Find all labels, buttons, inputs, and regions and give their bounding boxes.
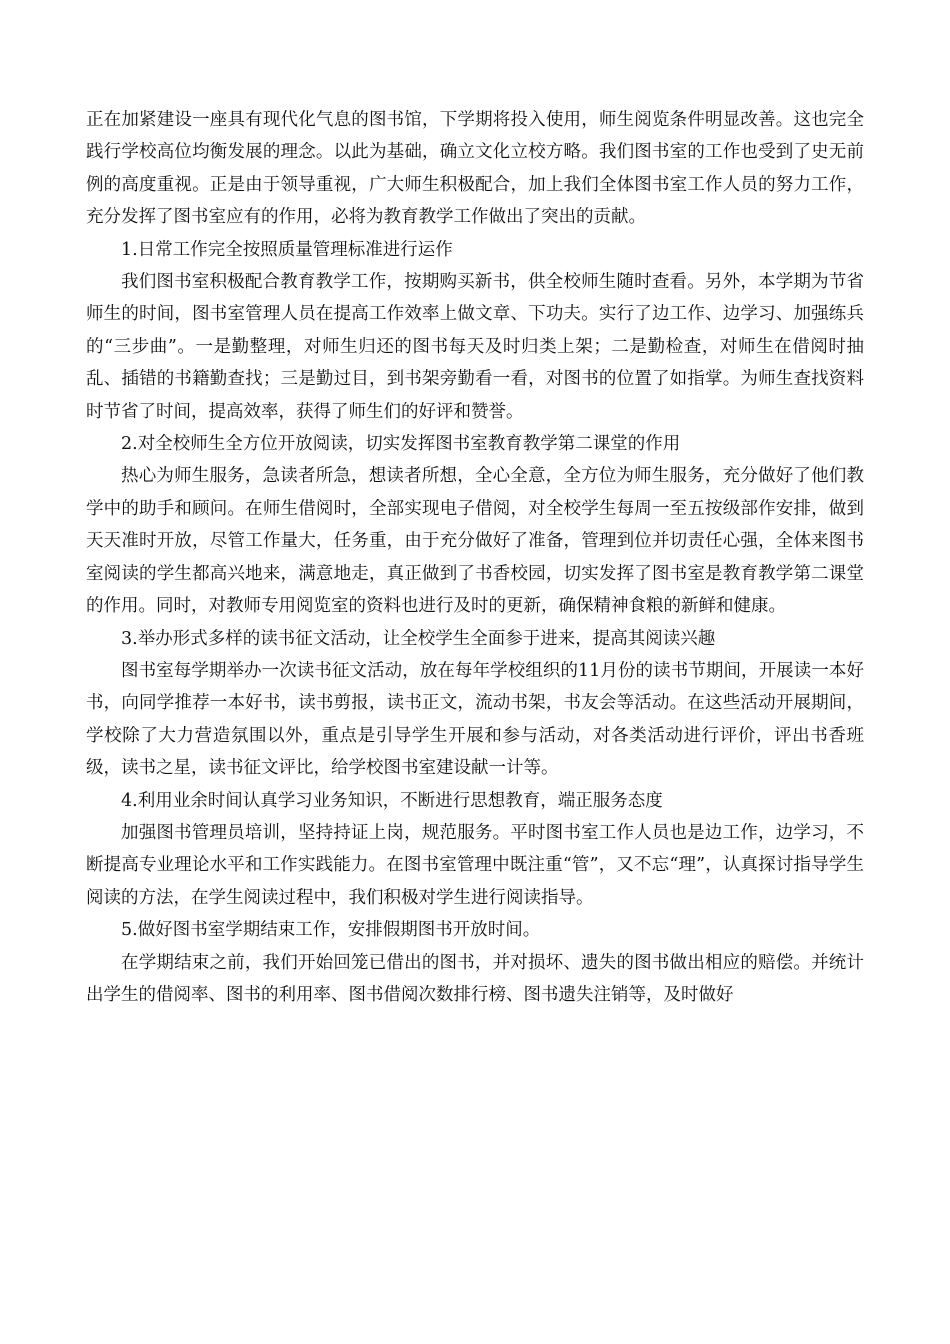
section-heading-2: 2.对全校师生全方位开放阅读，切实发挥图书室教育教学第二课堂的作用 — [121, 434, 681, 455]
section-heading-3: 3.举办形式多样的读书征文活动，让全校学生全面参于进来，提高其阅读兴趣 — [121, 628, 716, 649]
paragraph-section-1: 我们图书室积极配合教育教学工作，按期购买新书，供全校师生随时查看。另外，本学期为节省师生的时间，图书室管理人员在提高工作效率上做文章、下功夫。实行了边工作、边学习、加强练兵的“三步曲”。一是勤整理，对师生归还的图书每天及时归类上架；二是勤检查，对师生在借阅时抽乱、插错的书籍勤查找；三是勤过目，到书架旁勤看一看，对图书的位置了如指掌。为师生查找资料时节省了时间，提高效率，获得了师生们的好评和赞誉。 — [86, 272, 864, 422]
section-heading-5: 5.做好图书室学期结束工作，安排假期图书开放时间。 — [121, 920, 541, 941]
document-page — [86, 104, 864, 1011]
section-heading-1: 1.日常工作完全按照质量管理标准进行运作 — [121, 239, 453, 260]
section-heading-4: 4.利用业余时间认真学习业务知识，不断进行思想教育，端正服务态度 — [121, 790, 663, 811]
paragraph-section-4: 加强图书管理员培训，坚持持证上岗，规范服务。平时图书室工作人员也是边工作，边学习，不断提高专业理论水平和工作实践能力。在图书室管理中既注重“管”，又不忘“理”，认真探讨指导学生阅读的方法，在学生阅读过程中，我们积极对学生进行阅读指导。 — [86, 822, 864, 908]
paragraph-intro-continuation: 正在加紧建设一座具有现代化气息的图书馆，下学期将投入使用，师生阅览条件明显改善。这也完全践行学校高位均衡发展的理念。以此为基础，确立文化立校方略。我们图书室的工作也受到了史无前例的高度重视。正是由于领导重视，广大师生积极配合，加上我们全体图书室工作人员的努力工作，充分发挥了图书室应有的作用，必将为教育教学工作做出了突出的贡献。 — [86, 110, 864, 228]
paragraph-section-2: 热心为师生服务，急读者所急，想读者所想，全心全意，全方位为师生服务，充分做好了他们教学中的助手和顾问。在师生借阅时，全部实现电子借阅，对全校学生每周一至五按级部作安排，做到天天准时开放，尽管工作量大，任务重，由于充分做好了准备，管理到位并切责任心强，全体来图书室阅读的学生都高兴地来，满意地走，真正做到了书香校园，切实发挥了图书室是教育教学第二课堂的作用。同时，对教师专用阅览室的资料也进行及时的更新，确保精神食粮的新鲜和健康。 — [86, 466, 864, 617]
paragraph-section-3: 图书室每学期举办一次读书征文活动，放在每年学校组织的11月份的读书节期间，开展读一本好书，向同学推荐一本好书，读书剪报，读书正文，流动书架，书友会等活动。在这些活动开展期间，学校除了大力营造氛围以外，重点是引导学生开展和参与活动，对各类活动进行评价，评出书香班级，读书之星，读书征文评比，给学校图书室建设献一计等。 — [86, 660, 864, 779]
paragraph-section-5: 在学期结束之前，我们开始回笼已借出的图书，并对损坏、遗失的图书做出相应的赔偿。并统计出学生的借阅率、图书的利用率、图书借阅次数排行榜、图书遗失注销等，及时做好 — [86, 952, 864, 1005]
